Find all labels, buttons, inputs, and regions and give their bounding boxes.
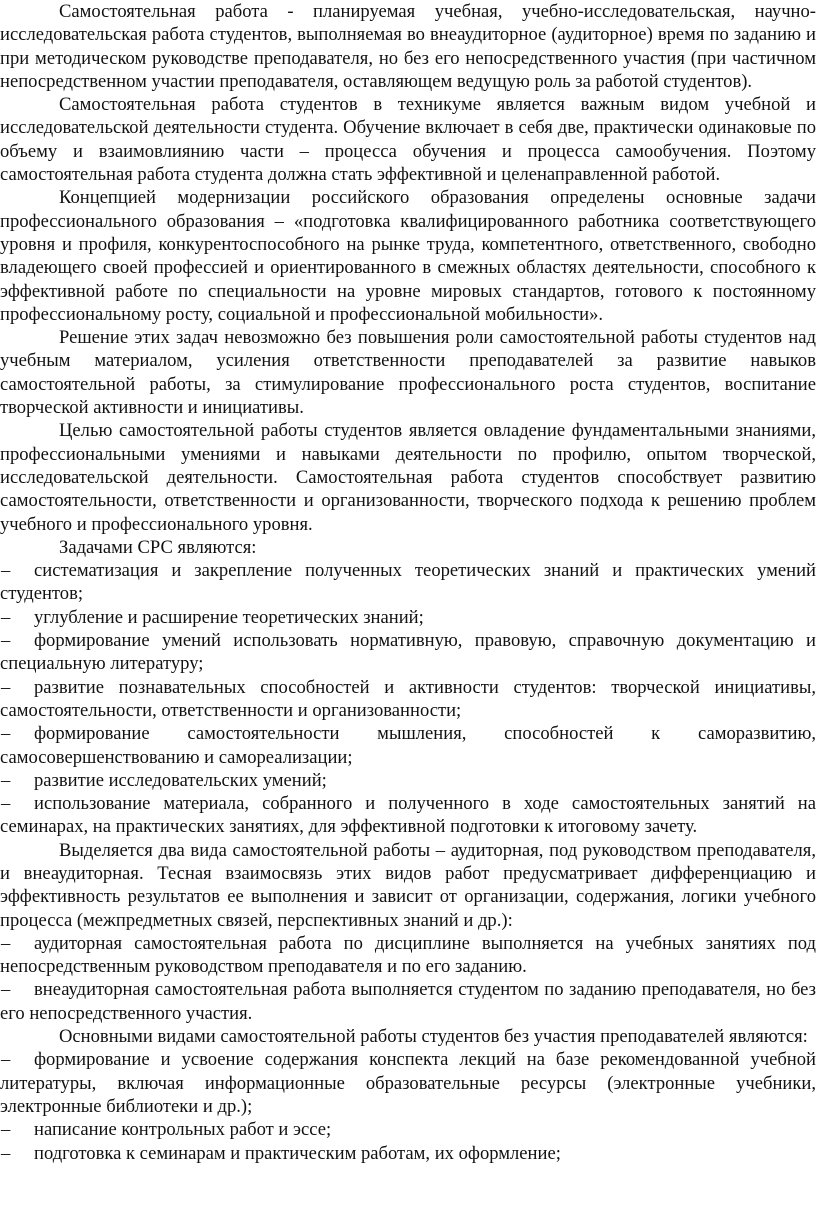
- dash-marker: –: [1, 630, 11, 652]
- paragraph-work-types: Выделяется два вида самостоятельной работы – аудиторная, под руководством преподавателя, и внеаудиторная. Тесная взаимосвязь этих видов работ предусматривает дифференциацию и эффективность результатов ее выполнения и зависит от организации, содержания, логики учебного процесса (межпредметных связей, перспективных знаний и др.):: [0, 839, 816, 931]
- list-item: [0, 606, 816, 629]
- paragraph-importance: Самостоятельная работа студентов в техникуме является важным видом учебной и исследовательской деятельности студента. Обучение включает в себя две, практически одинаковые по объему и взаимовлиянию части – процесса обучения и процесса самообучения. Поэтому самостоятельная работа студента должна стать эффективной и целенаправленной работой.: [0, 94, 816, 186]
- list-item: [0, 1118, 816, 1141]
- list-item: [0, 792, 816, 839]
- list-item: [0, 1142, 816, 1165]
- dash-marker: –: [1, 560, 11, 582]
- list-item-text: углубление и расширение теоретических знаний;: [34, 606, 424, 628]
- dash-marker: –: [1, 979, 11, 1001]
- dash-marker: –: [1, 1049, 11, 1071]
- paragraph-task-solution: Решение этих задач невозможно без повышения роли самостоятельной работы студентов над учебным материалом, усиления ответственности преподавателей за развитие навыков самостоятельной работы, за стимулирование профессионального роста студентов, воспитание творческой активности и инициативы.: [0, 327, 816, 419]
- paragraph-tasks-heading: Задачами СРС являются:: [59, 536, 257, 558]
- dash-marker: –: [1, 676, 11, 698]
- list-item-text: аудиторная самостоятельная работа по дисциплине выполняется на учебных занятиях под непосредственным руководством преподавателя и по его заданию.: [0, 932, 816, 978]
- dash-marker: –: [1, 723, 11, 745]
- list-item: [0, 559, 816, 606]
- list-item-text: подготовка к семинарам и практическим работам, их оформление;: [34, 1142, 561, 1164]
- dash-marker: –: [1, 932, 11, 954]
- dash-marker: –: [1, 793, 11, 815]
- list-item: [0, 978, 816, 1025]
- list-item: [0, 932, 816, 979]
- list-item: [0, 769, 816, 792]
- list-item-text: написание контрольных работ и эссе;: [34, 1119, 332, 1141]
- dash-marker: –: [1, 606, 11, 628]
- list-item: [0, 722, 816, 769]
- list-item-text: внеаудиторная самостоятельная работа выполняется студентом по заданию преподавателя, но без его непосредственного участия.: [0, 979, 816, 1024]
- list-item-text: формирование самостоятельности мышления, способностей к саморазвитию, самосовершенствованию и самореализации;: [0, 723, 816, 768]
- list-item: [0, 1048, 816, 1118]
- paragraph-goal: Целью самостоятельной работы студентов является овладение фундаментальными знаниями, профессиональными умениями и навыками деятельности по профилю, опытом творческой, исследовательской деятельности. Самостоятельная работа студентов способствует развитию самостоятельности, ответственности и организованности, творческого подхода к решению проблем учебного и профессионального уровня.: [0, 420, 816, 535]
- paragraph-modernization-concept: Концепцией модернизации российского образования определены основные задачи профессионального образования – «подготовка квалифицированного работника соответствующего уровня и профиля, конкурентоспособного на рынке труда, компетентного, ответственного, свободно владеющего своей профессией и ориентированного в смежных областях деятельности, способного к эффективной работе по специальности на уровне мировых стандартов, готового к постоянному профессиональному росту, социальной и профессиональной мобильности».: [0, 187, 816, 325]
- list-item-text: использование материала, собранного и полученного в ходе самостоятельных занятий на семинарах, на практических занятиях, для эффективной подготовки к итоговому зачету.: [0, 793, 816, 838]
- list-item: [0, 629, 816, 676]
- paragraph-definition: Самостоятельная работа - планируемая учебная, учебно-исследовательская, научно-исследовательская работа студентов, выполняемая во внеаудиторное (аудиторное) время по заданию и при методическом руководстве преподавателя, но без его непосредственного участия (при частичном непосредственном участии преподавателя, оставляющем ведущую роль за работой студентов).: [0, 1, 816, 92]
- list-item-text: развитие исследовательских умений;: [34, 769, 327, 791]
- dash-marker: –: [1, 769, 11, 791]
- list-item-text: развитие познавательных способностей и активности студентов: творческой инициативы, самостоятельности, ответственности и организованности;: [0, 676, 816, 721]
- paragraph-main-types: Основными видами самостоятельной работы студентов без участия преподавателей являются:: [59, 1026, 808, 1048]
- list-item-text: формирование умений использовать нормативную, правовую, справочную документацию и специальную литературу;: [0, 630, 816, 675]
- dash-marker: –: [1, 1119, 11, 1141]
- dash-marker: –: [1, 1142, 11, 1164]
- list-item: [0, 676, 816, 723]
- list-item-text: систематизация и закрепление полученных теоретических знаний и практических умений студентов;: [0, 560, 816, 605]
- list-item-text: формирование и усвоение содержания конспекта лекций на базе рекомендованной учебной литературы, включая информационные образовательные ресурсы (электронные учебники, электронные библиотеки и др.);: [0, 1049, 816, 1117]
